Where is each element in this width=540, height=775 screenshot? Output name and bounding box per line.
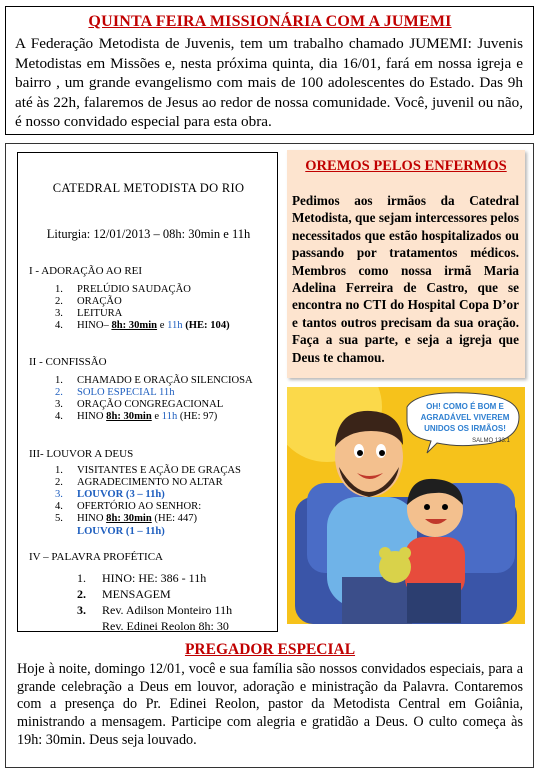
hino-number: (HE: 104) xyxy=(182,320,230,331)
hino-time: 8h: 30min xyxy=(106,513,152,524)
section-palavra: IV – PALAVRA PROFÉTICA xyxy=(29,551,163,563)
list-number: 4. xyxy=(55,501,63,512)
list-item: Rev. Edinei Reolon 8h: 30 xyxy=(102,619,229,632)
list-number: 1. xyxy=(55,284,63,295)
list-number: 4. xyxy=(55,411,63,422)
bubble-line-1: OH! COMO É BOM E xyxy=(426,402,504,411)
hino-joiner: e xyxy=(157,320,168,331)
list-number: 5. xyxy=(55,513,63,524)
boy-figure xyxy=(405,479,465,623)
list-item: MENSAGEM xyxy=(102,587,171,601)
section-louvor: III- LOUVOR A DEUS xyxy=(29,448,134,460)
jumemi-body: A Federação Metodista de Juvenis, tem um trabalho chamado JUMEMI: Juvenis Metodistas em Missões e, nesta próxima quinta, dia 16/01, fará em nossa igreja e bairro , um grande evangelismo com mais de 100 adolescentes do Estado. Das 9h até às 22h, falaremos de Jesus ao redor de nossa comunidade. Você, juvenil ou não, é nosso convidado especial para esta obra. xyxy=(15,35,523,130)
bubble-line-2: AGRADÁVEL VIVEREM xyxy=(420,413,510,422)
hino-time: 8h: 30min xyxy=(111,320,158,331)
list-number: 3. xyxy=(55,308,63,319)
section-confissao: II - CONFISSÃO xyxy=(29,356,107,368)
jumemi-title: QUINTA FEIRA MISSIONÁRIA COM A JUMEMI xyxy=(88,13,452,30)
hino-time-11: 11h xyxy=(161,411,178,422)
list-number: 3. xyxy=(55,399,63,410)
teddy-bear xyxy=(379,547,411,583)
list-number: 3. xyxy=(55,489,63,500)
hino-item xyxy=(77,411,217,422)
hino-time: 8h: 30min xyxy=(106,411,152,422)
bubble-line-3: UNIDOS OS IRMÃOS! xyxy=(424,424,506,433)
hino-number: (HE: 97) xyxy=(177,411,218,422)
list-number: 1. xyxy=(77,571,86,585)
list-number: 1. xyxy=(55,375,63,386)
list-item: AGRADECIMENTO NO ALTAR xyxy=(77,477,223,488)
oremos-text: Pedimos aos irmãos da Catedral Metodista, que sejam intercessores pelos necessitados que estão hospitalizados ou passando por tratamentos médicos. Membros como nossa irmã Maria Adelina Ferreira de Castro, que se encontra no CTI do Hospital Copa D’or e tantos outros precisam da sua oração. Faça a sua parte, e seja a igreja que Deus te chamou. xyxy=(292,193,519,365)
list-item: LOUVOR (1 – 11h) xyxy=(77,526,165,537)
bubble-reference: SALMO 133.1 xyxy=(472,438,510,444)
list-number: 1. xyxy=(55,465,63,476)
church-name: CATEDRAL METODISTA DO RIO xyxy=(52,181,245,195)
list-number: 2. xyxy=(55,387,63,398)
list-item: OFERTÓRIO AO SENHOR: xyxy=(77,501,202,512)
list-number: 4. xyxy=(55,320,63,331)
hino-item xyxy=(77,513,197,524)
list-item: LOUVOR (3 – 11h) xyxy=(77,489,165,500)
hino-label: HINO xyxy=(77,513,107,524)
list-item: PRELÚDIO SAUDAÇÃO xyxy=(77,284,191,295)
list-item: LEITURA xyxy=(77,308,123,319)
hino-item xyxy=(77,320,230,331)
list-item: ORAÇÃO xyxy=(77,296,122,307)
hino-joiner: e xyxy=(151,411,162,422)
hino-number: (HE: 447) xyxy=(151,513,198,524)
list-item: Rev. Adilson Monteiro 11h xyxy=(102,603,233,617)
section-adoracao: I - ADORAÇÃO AO REI xyxy=(29,265,143,277)
pregador-body: Hoje à noite, domingo 12/01, você e sua família são nossos convidados especiais, para a grande celebração a Deus em louvor, adoração e ministração da Palavra. Contaremos com a presença do Pr. Edinei Reolon, pastor da Metodista Central em Goiânia, ministrando a mensagem. Participe com alegria e gratidão a Deus. O culto começa às 19h: 30min. Deus seja louvado. xyxy=(17,661,523,748)
list-item: SOLO ESPECIAL 11h xyxy=(77,387,175,398)
pregador-title: PREGADOR ESPECIAL xyxy=(184,641,356,658)
hino-label: HINO xyxy=(77,411,107,422)
oremos-title: OREMOS PELOS ENFERMOS xyxy=(305,158,507,174)
list-item: HINO: HE: 386 - 11h xyxy=(102,571,207,585)
list-number: 2. xyxy=(55,477,63,488)
hino-label: HINO– xyxy=(77,320,112,331)
list-item: ORAÇÃO CONGREGACIONAL xyxy=(77,399,224,410)
father-son-illustration xyxy=(287,387,525,624)
list-number: 2. xyxy=(77,587,86,601)
list-item: VISITANTES E AÇÃO DE GRAÇAS xyxy=(77,465,241,476)
hino-time-11: 11h xyxy=(167,320,183,331)
liturgy-box xyxy=(17,152,278,632)
list-number: 2. xyxy=(55,296,63,307)
list-item: CHAMADO E ORAÇÃO SILENCIOSA xyxy=(77,375,253,386)
liturgy-date: Liturgia: 12/01/2013 – 08h: 30min e 11h xyxy=(46,227,251,241)
list-number: 3. xyxy=(77,603,86,617)
